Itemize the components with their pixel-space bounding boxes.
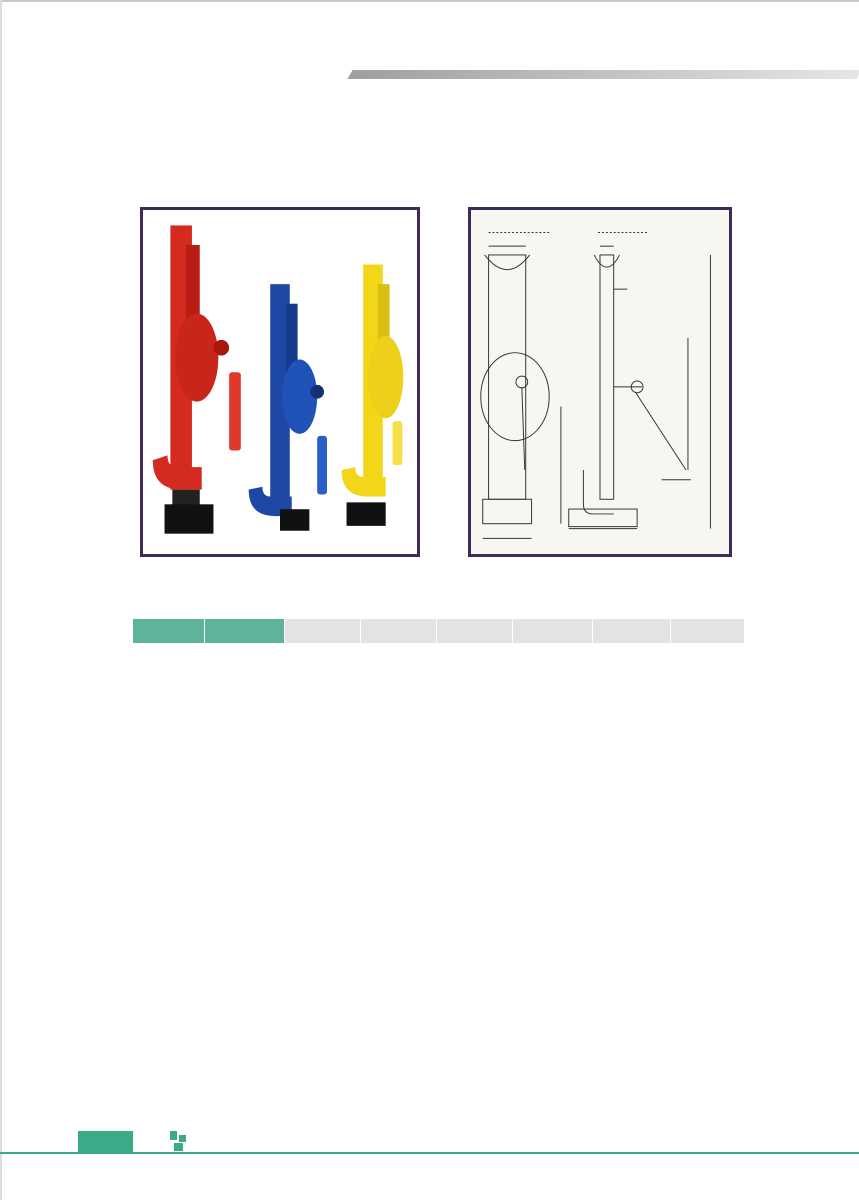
model-cell: [285, 619, 361, 644]
yellow-jack: [342, 265, 404, 526]
model-cell: [593, 619, 671, 644]
page-top-border: [0, 0, 859, 2]
header-decorative-bar: [347, 70, 859, 79]
blue-jack: [249, 284, 327, 531]
header-cell: [133, 619, 205, 644]
model-cell: [513, 619, 593, 644]
technical-drawing: [468, 207, 732, 557]
model-cell: [671, 619, 745, 644]
model-cell: [361, 619, 437, 644]
page-label: [78, 1131, 133, 1152]
header-cell: [205, 619, 285, 644]
table-header-row: [133, 619, 745, 644]
toe-jacks-illustration: [143, 210, 417, 554]
spec-table: [132, 618, 745, 644]
red-jack: [153, 225, 241, 533]
page-decoration-icon: [170, 1131, 186, 1151]
dimension-drawing-illustration: [471, 210, 729, 554]
product-photo: [140, 207, 420, 557]
footer-line: [0, 1152, 859, 1154]
model-cell: [437, 619, 513, 644]
page-left-border: [0, 0, 2, 1200]
